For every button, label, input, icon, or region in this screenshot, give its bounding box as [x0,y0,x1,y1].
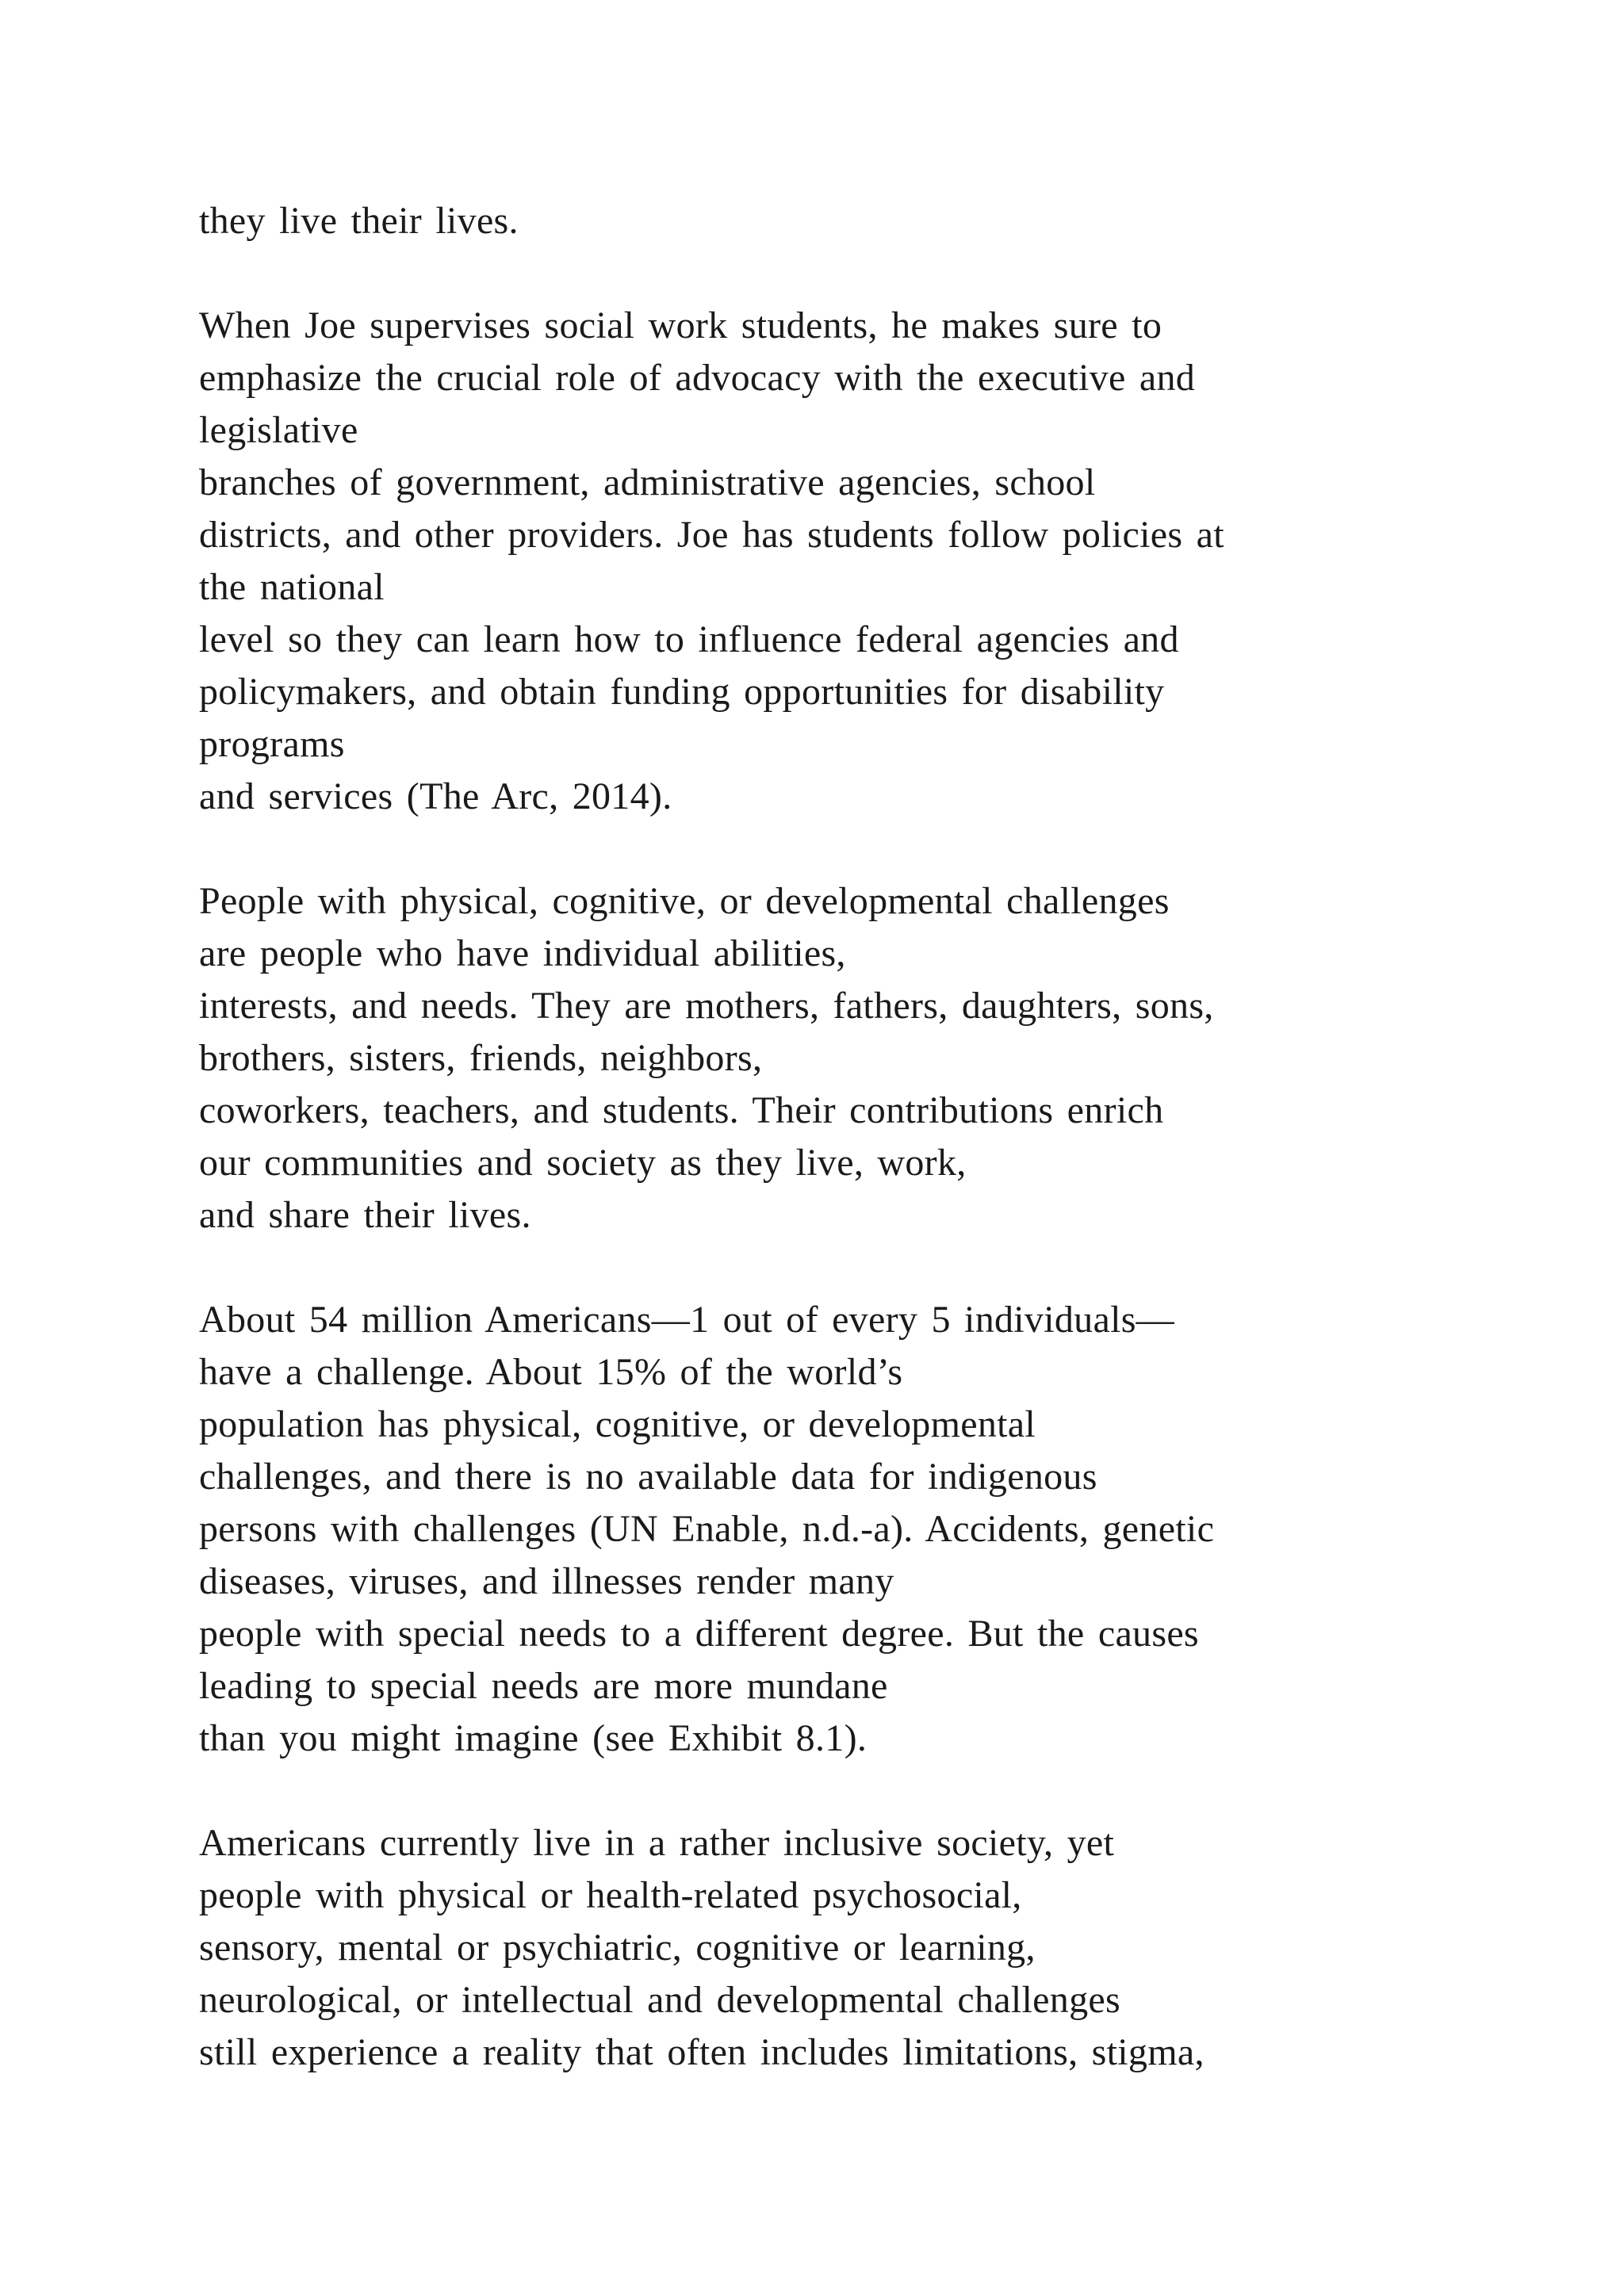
text-line: people with physical or health-related psychosocial, [199,1874,1022,1916]
text-line: population has physical, cognitive, or developmental [199,1403,1036,1445]
text-line: and services (The Arc, 2014). [199,775,672,817]
paragraph-gap [199,247,1547,300]
text-line: districts, and other providers. Joe has students follow policies at [199,514,1224,556]
paragraph-gap [199,1242,1547,1294]
text-line: persons with challenges (UN Enable, n.d.-a). Accidents, genetic [199,1508,1215,1550]
document-body [199,195,1547,2079]
text-line: than you might imagine (see Exhibit 8.1). [199,1717,868,1759]
text-line: our communities and society as they live, work, [199,1142,967,1184]
text-line: policymakers, and obtain funding opportunities for disability [199,671,1165,713]
text-line: they live their lives. [199,200,519,242]
paragraph-2 [199,300,1547,823]
text-line: branches of government, administrative agencies, school [199,461,1096,503]
text-line: challenges, and there is no available data for indigenous [199,1456,1097,1498]
text-line: People with physical, cognitive, or developmental challenges [199,880,1170,922]
text-line: the national [199,566,385,608]
text-line: sensory, mental or psychiatric, cognitive or learning, [199,1927,1036,1969]
paragraph-5 [199,1817,1547,2079]
text-line: legislative [199,409,358,451]
text-line: still experience a reality that often includes limitations, stigma, [199,2031,1205,2073]
paragraph-gap [199,1765,1547,1817]
paragraph-1 [199,195,1547,247]
text-line: programs [199,723,345,765]
paragraph-gap [199,823,1547,875]
text-line: brothers, sisters, friends, neighbors, [199,1037,763,1079]
text-line: and share their lives. [199,1194,531,1236]
text-line: are people who have individual abilities, [199,932,846,974]
text-line: emphasize the crucial role of advocacy with the executive and [199,357,1196,399]
text-line: people with special needs to a different degree. But the causes [199,1613,1199,1655]
text-line: neurological, or intellectual and developmental challenges [199,1979,1120,2021]
text-line: diseases, viruses, and illnesses render many [199,1560,894,1602]
paragraph-3 [199,875,1547,1242]
text-line: When Joe supervises social work students, he makes sure to [199,304,1162,346]
text-line: level so they can learn how to influence federal agencies and [199,618,1179,660]
text-line: About 54 million Americans—1 out of every 5 individuals— [199,1299,1174,1341]
text-line: have a challenge. About 15% of the world’s [199,1351,903,1393]
text-line: coworkers, teachers, and students. Their contributions enrich [199,1089,1164,1131]
text-line: Americans currently live in a rather inclusive society, yet [199,1822,1115,1864]
text-line: leading to special needs are more mundane [199,1665,888,1707]
text-line: interests, and needs. They are mothers, fathers, daughters, sons, [199,985,1214,1027]
paragraph-4 [199,1294,1547,1765]
